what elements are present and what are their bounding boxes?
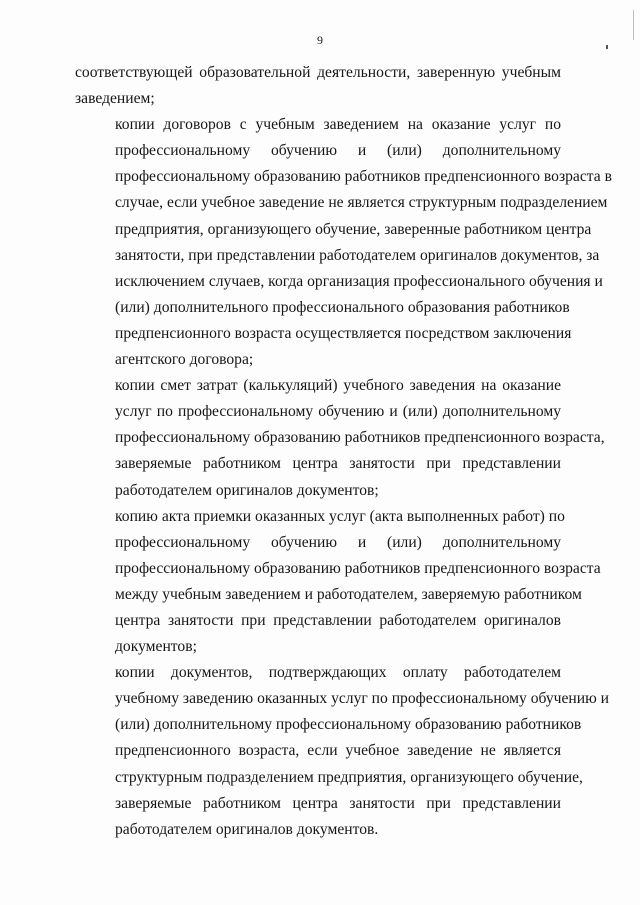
text-line: копию акта приемки оказанных услуг (акта выполненных работ) по [115,507,565,525]
text-line: предпенсионного возраста осуществляется посредством заключения [115,324,572,342]
text-line: исключением случаев, когда организация профессионального обучения и [115,272,603,290]
text-line: предприятия, организующего обучение, заверенные работником центра [115,220,592,238]
paragraph-acceptance-act [75,504,601,661]
text-line: заведением; [75,90,155,108]
text-line: агентского договора; [115,351,254,369]
text-line: документов; [115,638,197,656]
text-line: профессиональному обучению и (или) дополнительному [115,533,561,551]
text-line: заверяемые работником центра занятости при представлении [115,794,561,812]
text-line: услуг по профессиональному обучению и (или) дополнительному [115,403,561,421]
paragraph-payment-docs [75,660,610,843]
text-line: копии смет затрат (калькуляций) учебного заведения на оказание [115,377,561,395]
scan-speck [606,45,608,49]
scan-speck [633,10,634,40]
text-line: работодателем оригиналов документов. [115,820,379,838]
paragraph-contract-copies [75,112,612,373]
page-number: 9 [317,33,323,47]
text-line: соответствующей образовательной деятельности, заверенную учебным [75,64,561,81]
text-line: профессиональному образованию работников предпенсионного возраста [115,559,601,577]
text-line: между учебным заведением и работодателем, заверяемую работником [115,585,582,603]
text-line: учебному заведению оказанных услуг по профессиональному обучению и [115,690,610,708]
text-line: копии договоров с учебным заведением на оказание услуг по [115,116,561,134]
text-line: работодателем оригиналов документов; [115,481,379,499]
text-line: профессиональному образованию работников предпенсионного возраста, [115,429,605,447]
text-line: занятости, при представлении работодателем оригиналов документов, за [115,246,600,264]
text-line: (или) дополнительному профессиональному образованию работников [115,716,582,734]
text-line: случае, если учебное заведение не является структурным подразделением [115,194,608,212]
text-line: центра занятости при представлении работодателем оригиналов [115,611,561,629]
text-line: профессиональному образованию работников предпенсионного возраста в [115,168,612,186]
text-line: профессиональному обучению и (или) дополнительному [115,142,561,160]
text-line: заверяемые работником центра занятости при представлении [115,455,561,473]
text-line: структурным подразделением предприятия, организующего обучение, [115,768,583,786]
text-line: копии документов, подтверждающих оплату работодателем [115,664,561,682]
document-body [75,60,612,843]
paragraph-cost-estimates [75,373,605,503]
text-line: (или) дополнительного профессионального образования работников [115,298,570,316]
paragraph-qualification-docs [75,60,561,112]
text-line: предпенсионного возраста, если учебное заведение не является [115,742,561,760]
